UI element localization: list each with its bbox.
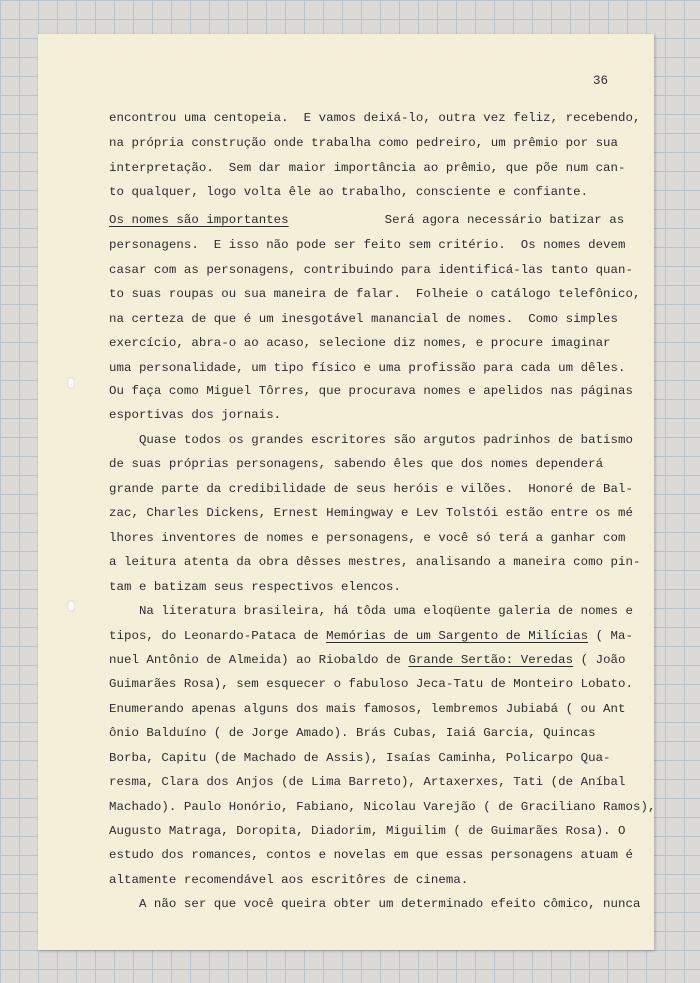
text-line: A não ser que você queira obter um determinado efeito cômico, nunca [109,897,641,911]
text-line: resma, Clara dos Anjos (de Lima Barreto), Artaxerxes, Tati (de Aníbal [109,775,626,789]
text-line: a leitura atenta da obra dêsses mestres, analisando a maneira como pin- [109,555,641,569]
text-line: na própria construção onde trabalha como pedreiro, um prêmio por sua [109,136,619,150]
text-line: uma personalidade, um tipo físico e uma profissão para cada um dêles. [109,361,626,375]
text-line: Quase todos os grandes escritores são argutos padrinhos de batismo [109,433,633,447]
text-line: exercício, abra-o ao acaso, selecione diz nomes, e procure imaginar [109,336,611,350]
text-line: Enumerando apenas alguns dos mais famosos, lembremos Jubiabá ( ou Ant [109,702,626,716]
text-line: nuel Antônio de Almeida) ao Riobaldo de Grande Sertão: Veredas ( João [109,653,626,667]
text-line: Guimarães Rosa), sem esquecer o fabuloso Jeca-Tatu de Monteiro Lobato. [109,677,633,691]
text-line: altamente recomendável aos escritôres de cinema. [109,873,469,887]
text-line: lhores inventores de nomes e personagens, e você só terá a ganhar com [109,531,626,545]
page-number: 36 [593,74,609,88]
text-line: personagens. E isso não pode ser feito sem critério. Os nomes devem [109,238,626,252]
text-line: Na literatura brasileira, há tôda uma eloqüente galeria de nomes e [109,604,633,618]
typewritten-page [38,34,654,950]
text-line: Augusto Matraga, Doropita, Diadorim, Miguilim ( de Guimarães Rosa). O [109,824,626,838]
text-line: casar com as personagens, contribuindo para identificá-las tanto quan- [109,263,633,277]
punch-hole [67,600,75,612]
text-line: de suas próprias personagens, sabendo êles que dos nomes dependerá [109,457,604,471]
section-heading-line [109,212,629,228]
punch-hole [67,377,75,389]
section-heading: Os nomes são importantes [109,213,289,227]
text-line: na certeza de que é um inesgotável manancial de nomes. Como simples [109,312,619,326]
text-line: ônio Balduíno ( de Jorge Amado). Brás Cubas, Iaiá Garcia, Quincas [109,726,596,740]
text-line: to qualquer, logo volta êle ao trabalho, consciente e confiante. [109,185,589,199]
text-line: encontrou uma centopeia. E vamos deixá-lo, outra vez feliz, recebendo, [109,111,641,125]
heading-text: Será agora necessário batizar as [384,213,625,227]
text-line: estudo dos romances, contos e novelas em que essas personagens atuam é [109,848,633,862]
text-line: zac, Charles Dickens, Ernest Hemingway e Lev Tolstói estão entre os mé [109,506,633,520]
text-line: Machado). Paulo Honório, Fabiano, Nicolau Varejão ( de Graciliano Ramos), [109,800,656,814]
text-line: to suas roupas ou sua maneira de falar. Folheie o catálogo telefônico, [109,287,641,301]
text-line: Borba, Capitu (de Machado de Assis), Isaías Caminha, Policarpo Qua- [109,751,611,765]
text-line: Ou faça como Miguel Tôrres, que procurava nomes e apelidos nas páginas [109,384,633,398]
book-title: Grande Sertão: Veredas [408,653,574,667]
text-line: interpretação. Sem dar maior importância ao prêmio, que põe num can- [109,161,626,175]
text-line: grande parte da credibilidade de seus heróis e vilões. Honoré de Bal- [109,482,633,496]
text-line: tipos, do Leonardo-Pataca de Memórias de um Sargento de Milícias ( Ma- [109,629,634,643]
text-line: tam e batizam seus respectivos elencos. [109,580,401,594]
book-title: Memórias de um Sargento de Milícias [326,629,589,643]
text-line: esportivas dos jornais. [109,408,282,422]
